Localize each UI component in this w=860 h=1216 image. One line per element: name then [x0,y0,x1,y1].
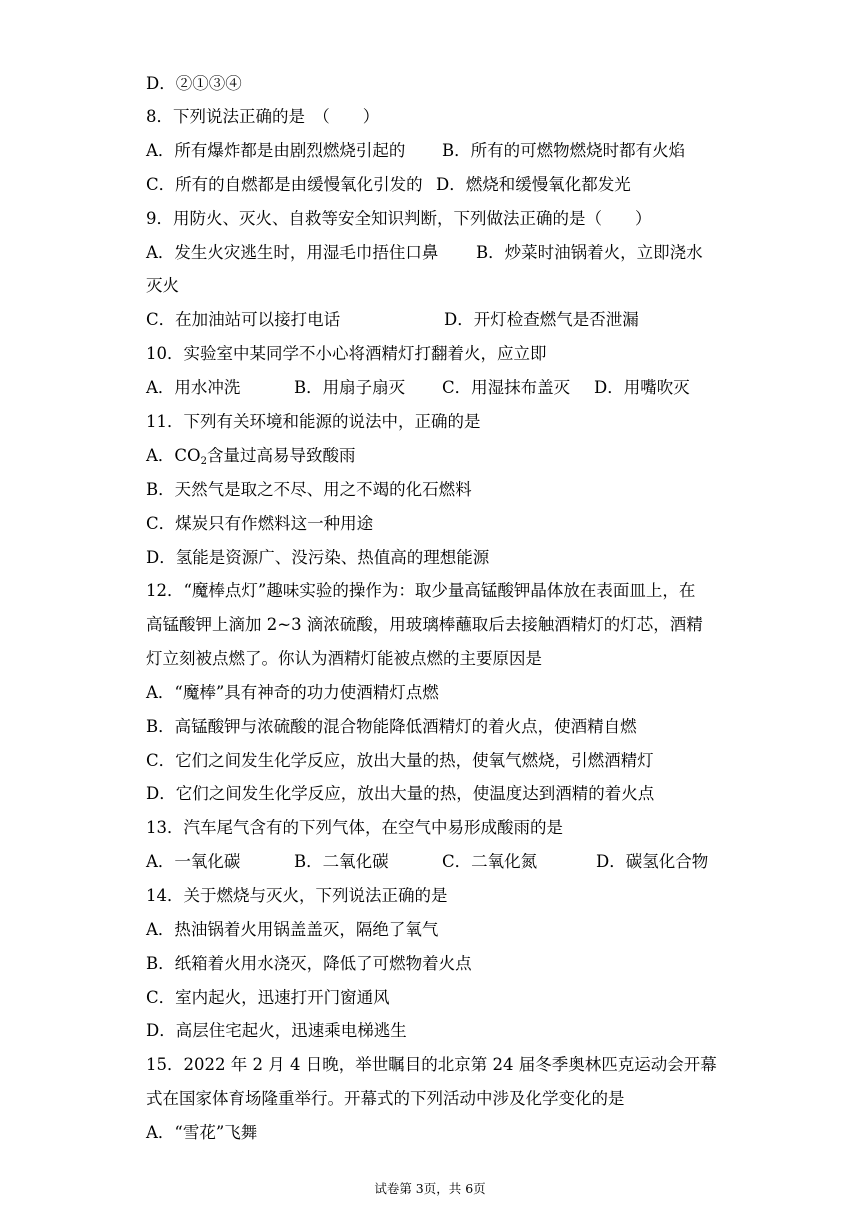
q13-option-c: C．二氧化氮 [442,852,538,871]
q11-option-a [146,444,355,468]
q15-stem-line1: 15．2022 年 2 月 4 日晚，举世瞩目的北京第 24 届冬季奥林匹克运动会开幕 [146,1055,717,1074]
q14-option-d: D．高层住宅起火，迅速乘电梯逃生 [146,1021,407,1040]
q10-option-c: C．用湿抹布盖灭 [442,378,571,397]
q12-option-d: D．它们之间发生化学反应，放出大量的热，使温度达到酒精的着火点 [146,784,655,803]
q9-option-d: D．开灯检查燃气是否泄漏 [444,310,639,329]
q11-stem: 11．下列有关环境和能源的说法中，正确的是 [146,412,481,431]
q10-option-b: B．用扇子扇灭 [294,378,406,397]
q15-option-a: A．“雪花”飞舞 [146,1123,258,1142]
q9-stem: 9．用防火、灭火、自救等安全知识判断，下列做法正确的是（ ） [146,209,652,228]
q9-option-b-continued: 灭火 [146,276,179,295]
q10-stem: 10．实验室中某同学不小心将酒精灯打翻着火，应立即 [146,344,547,363]
q8-stem: 8．下列说法正确的是 （ ） [146,107,380,126]
q11-option-c: C．煤炭只有作燃料这一种用途 [146,514,374,533]
q13-stem: 13．汽车尾气含有的下列气体，在空气中易形成酸雨的是 [146,818,563,837]
q12-option-a: A．“魔棒”具有神奇的功力使酒精灯点燃 [146,683,439,702]
q7-option-d: D．②①③④ [146,74,242,93]
q11-option-a-subscript: 2 [200,456,207,467]
q12-stem-line1: 12．“魔棒点灯”趣味实验的操作为：取少量高锰酸钾晶体放在表面皿上，在 [146,581,696,600]
q11-option-d: D．氢能是资源广、没污染、热值高的理想能源 [146,548,490,567]
q12-stem-line3: 灯立刻被点燃了。你认为酒精灯能被点燃的主要原因是 [146,649,542,668]
q13-option-b: B．二氧化碳 [294,852,389,871]
q12-option-c: C．它们之间发生化学反应，放出大量的热，使氧气燃烧，引燃酒精灯 [146,751,654,770]
q9-option-a: A．发生火灾逃生时，用湿毛巾捂住口鼻 [146,243,439,262]
q10-option-a: A．用水冲洗 [146,378,241,397]
q12-option-b: B．高锰酸钾与浓硫酸的混合物能降低酒精灯的着火点，使酒精自燃 [146,717,637,736]
q9-option-c: C．在加油站可以接打电话 [146,310,341,329]
q9-option-b: B．炒菜时油锅着火，立即浇水 [476,243,703,262]
q11-option-a-suffix: 含量过高易导致酸雨 [206,446,356,465]
q15-stem-line2: 式在国家体育场隆重举行。开幕式的下列活动中涉及化学变化的是 [146,1089,625,1108]
q11-option-a-prefix: A．CO [146,446,201,465]
q14-stem: 14．关于燃烧与灭火，下列说法正确的是 [146,886,448,905]
q8-option-a: A．所有爆炸都是由剧烈燃烧引起的 [146,141,406,160]
q14-option-c: C．室内起火，迅速打开门窗通风 [146,988,390,1007]
q8-option-b: B．所有的可燃物燃烧时都有火焰 [442,141,686,160]
q11-option-b: B．天然气是取之不尽、用之不竭的化石燃料 [146,480,472,499]
q13-option-d: D．碳氢化合物 [596,852,709,871]
q8-option-d: D．燃烧和缓慢氧化都发光 [436,175,631,194]
q13-option-a: A．一氧化碳 [146,852,241,871]
q12-stem-line2: 高锰酸钾上滴加 2~3 滴浓硫酸，用玻璃棒蘸取后去接触酒精灯的灯芯，酒精 [146,615,703,634]
q8-option-c: C．所有的自燃都是由缓慢氧化引发的 [146,175,423,194]
q14-option-a: A．热油锅着火用锅盖盖灭，隔绝了氧气 [146,920,439,939]
q10-option-d: D．用嘴吹灭 [594,378,690,397]
page-footer: 试卷第 3页，共 6页 [374,1181,486,1196]
q14-option-b: B．纸箱着火用水浇灭，降低了可燃物着火点 [146,954,472,973]
